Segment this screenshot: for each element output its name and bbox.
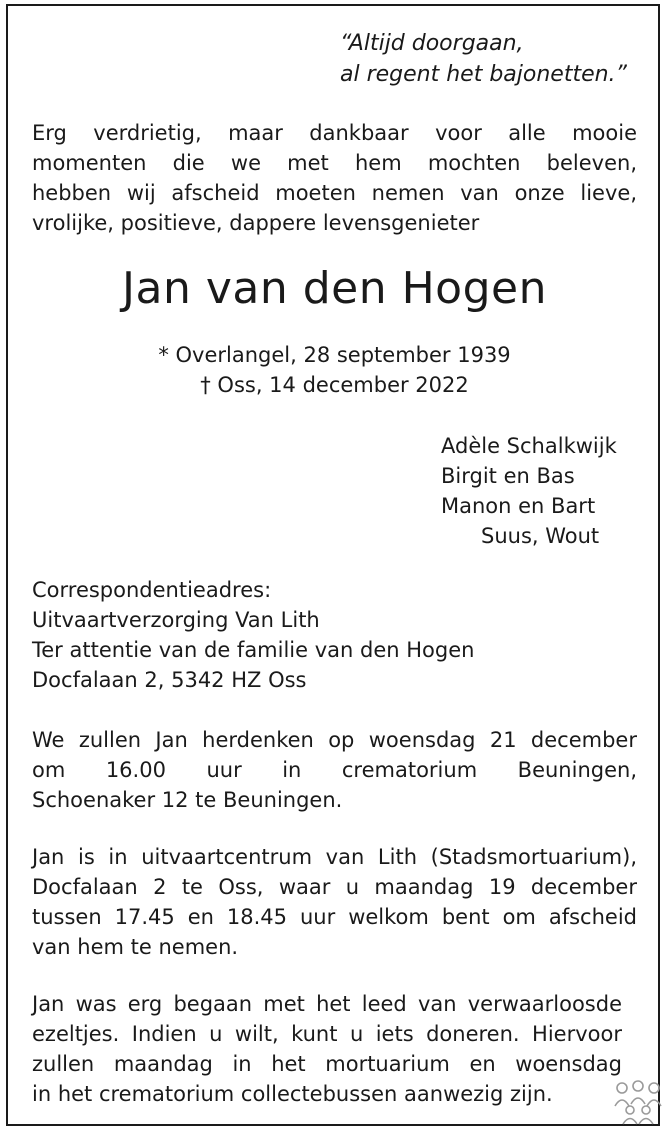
service-paragraph	[32, 725, 637, 815]
text-line: hebben wij afscheid moeten nemen van onze lieve,	[32, 181, 637, 205]
text-line: Jan is in uitvaartcentrum van Lith (Stadsmortuarium),	[32, 845, 637, 869]
text-line: Schoenaker 12 te Beuningen.	[32, 788, 343, 812]
motto-line: “Altijd doorgaan,	[340, 31, 524, 56]
donation-paragraph	[32, 989, 622, 1109]
death-date: † Oss, 14 december 2022	[200, 373, 469, 397]
address-line: Uitvaartverzorging Van Lith	[32, 608, 320, 632]
life-dates	[0, 340, 669, 400]
text-line: zullen maandag in het mortuarium en woensdag	[32, 1052, 622, 1076]
people-group-icon	[612, 1076, 664, 1126]
address-line: Docfalaan 2, 5342 HZ Oss	[32, 668, 307, 692]
family-member: Birgit en Bas	[441, 464, 575, 488]
intro-paragraph	[32, 118, 637, 238]
text-line: ezeltjes. Indien u wilt, kunt u iets doneren. Hiervoor	[32, 1022, 622, 1046]
text-line: om 16.00 uur in crematorium Beuningen,	[32, 758, 637, 782]
family-member: Manon en Bart	[441, 494, 596, 518]
text-line: in het crematorium collectebussen aanwezig zijn.	[32, 1082, 553, 1106]
deceased-name: Jan van den Hogen	[122, 263, 547, 314]
address-line: Ter attentie van de familie van den Hogen	[32, 638, 475, 662]
motto-quote	[340, 28, 627, 90]
family-list	[441, 431, 617, 551]
text-line: momenten die we met hem mochten beleven,	[32, 151, 637, 175]
text-line: Jan was erg begaan met het leed van verwaarloosde	[32, 992, 622, 1016]
text-line: We zullen Jan herdenken op woensdag 21 december	[32, 728, 637, 752]
text-line: Docfalaan 2 te Oss, waar u maandag 19 december	[32, 875, 637, 899]
text-line: Erg verdrietig, maar dankbaar voor alle mooie	[32, 121, 637, 145]
address-line: Correspondentieadres:	[32, 578, 272, 602]
text-line: tussen 17.45 en 18.45 uur welkom bent om afscheid	[32, 905, 637, 929]
text-line: van hem te nemen.	[32, 935, 239, 959]
family-member: Adèle Schalkwijk	[441, 434, 617, 458]
birth-date: * Overlangel, 28 september 1939	[158, 343, 511, 367]
family-member: Suus, Wout	[481, 524, 600, 548]
correspondence-address	[32, 575, 474, 695]
viewing-paragraph	[32, 842, 637, 962]
motto-line: al regent het bajonetten.”	[340, 62, 627, 87]
text-line: vrolijke, positieve, dappere levensgenieter	[32, 211, 480, 235]
